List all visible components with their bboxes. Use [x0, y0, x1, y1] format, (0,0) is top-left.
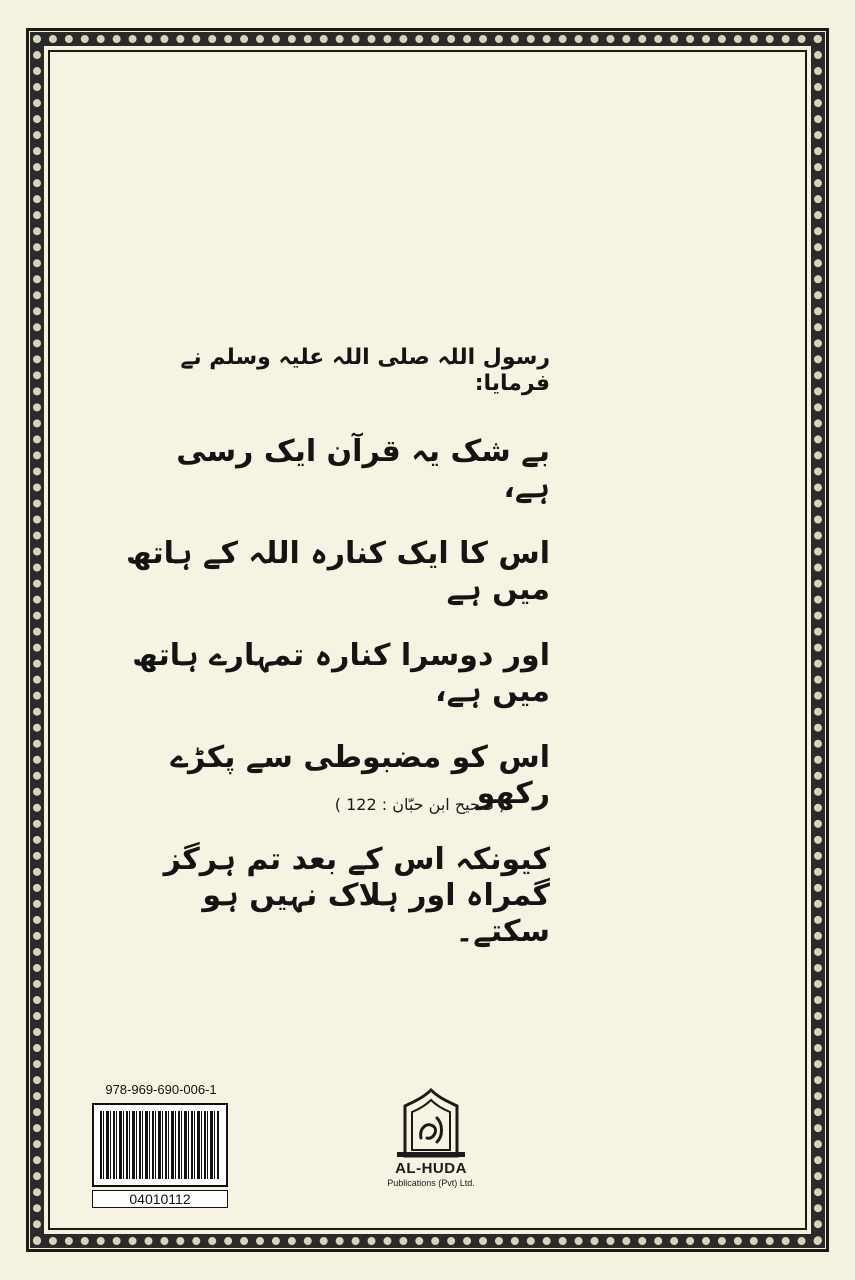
hadith-line-5: کیونکہ اس کے بعد تم ہرگز گمراہ اور ہلاک نہیں ہو سکتے۔ — [163, 841, 550, 949]
isbn-number: 978-969-690-006-1 — [105, 1082, 217, 1097]
hadith-reference: ( صحیح ابن حبّان : 122 ) — [334, 795, 506, 814]
hadith-line-1: بے شک یہ قرآن ایک رسی ہے، — [176, 433, 550, 505]
hadith-line-3: اور دوسرا کنارہ تمہارے ہاتھ میں ہے، — [132, 637, 550, 709]
hadith-line-4: اس کو مضبوطی سے پکڑے رکھو — [170, 739, 550, 811]
hadith-text — [120, 345, 550, 976]
publisher-logo-icon — [383, 1088, 479, 1158]
barcode — [92, 1103, 228, 1187]
publisher-name: AL-HUDA — [395, 1160, 467, 1177]
barcode-bars — [100, 1111, 220, 1179]
hadith-intro: رسول اللہ صلی اللہ علیہ وسلم نے فرمایا: — [180, 345, 550, 397]
publisher-subtitle: Publications (Pvt) Ltd. — [387, 1178, 475, 1188]
hadith-line-2: اس کا ایک کنارہ اللہ کے ہاتھ میں ہے — [125, 535, 550, 607]
barcode-number: 04010112 — [92, 1190, 228, 1208]
